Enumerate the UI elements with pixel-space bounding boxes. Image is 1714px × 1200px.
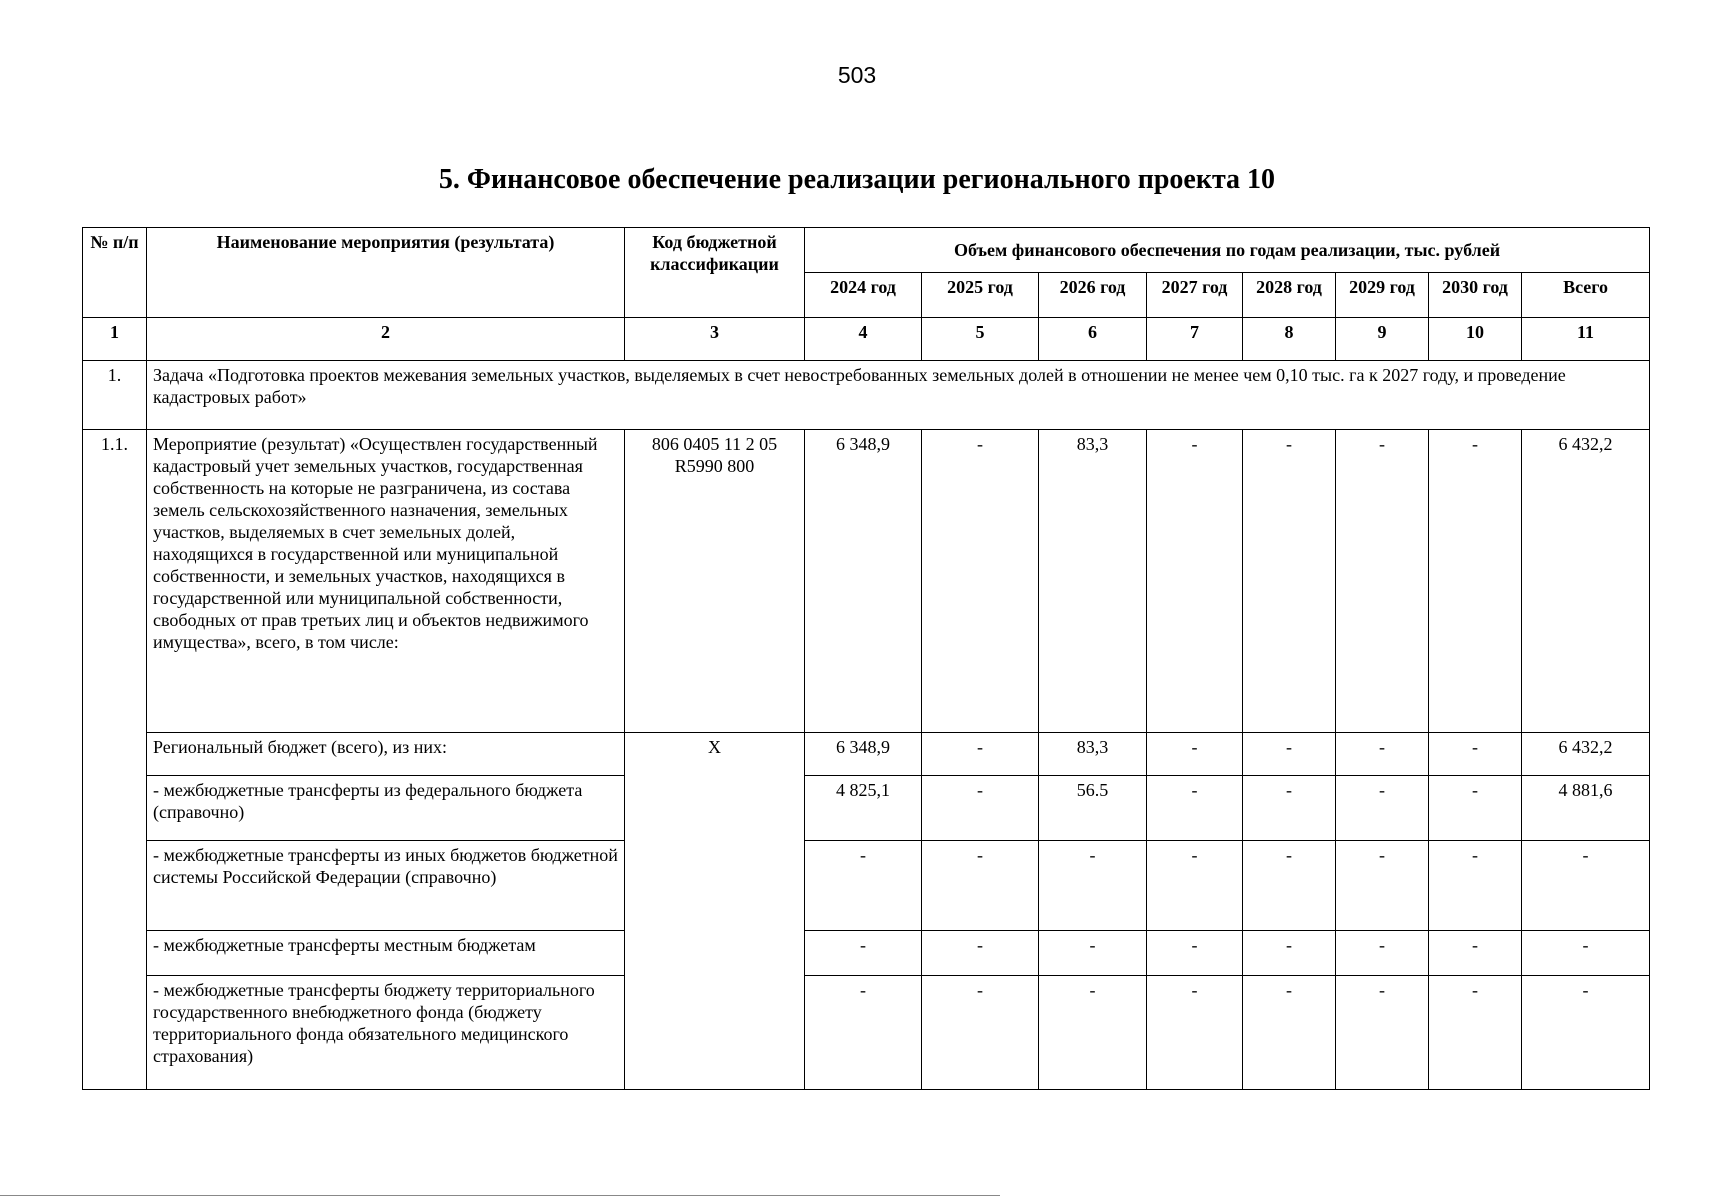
total-cell: - xyxy=(1522,931,1650,976)
index-cell: 3 xyxy=(625,318,805,361)
value-cell: - xyxy=(805,976,922,1090)
page-number: 503 xyxy=(837,62,877,88)
value-cell: - xyxy=(1147,841,1243,931)
value-cell: - xyxy=(1147,733,1243,776)
index-cell: 11 xyxy=(1522,318,1650,361)
index-cell: 6 xyxy=(1039,318,1147,361)
value-cell: - xyxy=(922,976,1039,1090)
value-cell: - xyxy=(1147,976,1243,1090)
budget-row xyxy=(83,841,1650,931)
header-row xyxy=(83,228,1650,273)
budget-name: - межбюджетные трансферты из федерального бюджета (справочно) xyxy=(147,776,625,841)
financing-table xyxy=(82,227,1650,1090)
task-num: 1. xyxy=(83,361,147,430)
page-title: 5. Финансовое обеспечение реализации регионального проекта 10 xyxy=(438,164,1276,195)
value-cell: - xyxy=(1243,733,1336,776)
value-cell: - xyxy=(1243,776,1336,841)
budget-name: - межбюджетные трансферты местным бюджетам xyxy=(147,931,625,976)
task-row xyxy=(83,361,1650,430)
value-cell: - xyxy=(1336,976,1429,1090)
header-num: № п/п xyxy=(83,228,147,318)
measure-num: 1.1. xyxy=(83,430,147,1090)
header-year: 2029 год xyxy=(1336,273,1429,318)
value-cell: - xyxy=(922,733,1039,776)
header-code: Код бюджетной классификации xyxy=(625,228,805,318)
value-cell: - xyxy=(1429,841,1522,931)
header-year: 2026 год xyxy=(1039,273,1147,318)
value-cell: - xyxy=(1336,776,1429,841)
header-year: 2025 год xyxy=(922,273,1039,318)
value-cell: - xyxy=(1429,931,1522,976)
index-cell: 8 xyxy=(1243,318,1336,361)
value-cell: - xyxy=(805,841,922,931)
budget-name: Региональный бюджет (всего), из них: xyxy=(147,733,625,776)
value-cell: - xyxy=(1336,931,1429,976)
value-cell: - xyxy=(1147,931,1243,976)
scan-edge-line xyxy=(0,1195,1000,1196)
value-cell: - xyxy=(922,931,1039,976)
budget-row xyxy=(83,776,1650,841)
value-cell: - xyxy=(1429,776,1522,841)
total-cell: 6 432,2 xyxy=(1522,430,1650,733)
value-cell: 56.5 xyxy=(1039,776,1147,841)
index-cell: 7 xyxy=(1147,318,1243,361)
header-year: 2028 год xyxy=(1243,273,1336,318)
value-cell: - xyxy=(1147,776,1243,841)
index-cell: 1 xyxy=(83,318,147,361)
total-cell: - xyxy=(1522,841,1650,931)
value-cell: - xyxy=(1429,430,1522,733)
header-total: Всего xyxy=(1522,273,1650,318)
value-cell: - xyxy=(1336,430,1429,733)
header-volume: Объем финансового обеспечения по годам реализации, тыс. рублей xyxy=(805,228,1650,273)
index-cell: 5 xyxy=(922,318,1039,361)
header-year: 2027 год xyxy=(1147,273,1243,318)
value-cell: - xyxy=(1039,976,1147,1090)
value-cell: - xyxy=(805,931,922,976)
index-cell: 9 xyxy=(1336,318,1429,361)
value-cell: 83,3 xyxy=(1039,430,1147,733)
budget-name: - межбюджетные трансферты бюджету территориального государственного внебюджетного фонда (бюджету территориального фонда обязательного медицинского страхования) xyxy=(147,976,625,1090)
value-cell: - xyxy=(1336,841,1429,931)
task-text: Задача «Подготовка проектов межевания земельных участков, выделяемых в счет невостребованных земельных долей в отношении не менее чем 0,10 тыс. га к 2027 году, и проведение кадастровых работ» xyxy=(147,361,1650,430)
header-name: Наименование мероприятия (результата) xyxy=(147,228,625,318)
budget-row xyxy=(83,931,1650,976)
value-cell: - xyxy=(1147,430,1243,733)
value-cell: - xyxy=(922,841,1039,931)
total-cell: - xyxy=(1522,976,1650,1090)
value-cell: - xyxy=(1243,841,1336,931)
header-year: 2024 год xyxy=(805,273,922,318)
budget-name: - межбюджетные трансферты из иных бюджетов бюджетной системы Российской Федерации (справочно) xyxy=(147,841,625,931)
value-cell: 6 348,9 xyxy=(805,430,922,733)
measure-code: 806 0405 11 2 05 R5990 800 xyxy=(625,430,805,733)
value-cell: - xyxy=(1243,976,1336,1090)
value-cell: - xyxy=(1243,430,1336,733)
value-cell: 4 825,1 xyxy=(805,776,922,841)
measure-name: Мероприятие (результат) «Осуществлен государственный кадастровый учет земельных участков, государственная собственность на которые не разграничена, из состава земель сельскохозяйственного назначения, земельных участков, выделяемых в счет земельных долей, находящихся в государственной или муниципальной собственности, и земельных участков, находящихся в государственной или муниципальной собственности, свободных от прав третьих лиц и объектов недвижимого имущества», всего, в том числе: xyxy=(147,430,625,733)
measure-row xyxy=(83,430,1650,733)
total-cell: 6 432,2 xyxy=(1522,733,1650,776)
value-cell: - xyxy=(1429,733,1522,776)
budget-code: X xyxy=(625,733,805,1090)
value-cell: - xyxy=(922,776,1039,841)
budget-row xyxy=(83,733,1650,776)
value-cell: - xyxy=(1336,733,1429,776)
value-cell: - xyxy=(1039,841,1147,931)
value-cell: - xyxy=(922,430,1039,733)
total-cell: 4 881,6 xyxy=(1522,776,1650,841)
index-cell: 4 xyxy=(805,318,922,361)
index-row xyxy=(83,318,1650,361)
budget-row xyxy=(83,976,1650,1090)
value-cell: 6 348,9 xyxy=(805,733,922,776)
index-cell: 10 xyxy=(1429,318,1522,361)
value-cell: - xyxy=(1243,931,1336,976)
value-cell: - xyxy=(1429,976,1522,1090)
header-year: 2030 год xyxy=(1429,273,1522,318)
value-cell: - xyxy=(1039,931,1147,976)
index-cell: 2 xyxy=(147,318,625,361)
value-cell: 83,3 xyxy=(1039,733,1147,776)
